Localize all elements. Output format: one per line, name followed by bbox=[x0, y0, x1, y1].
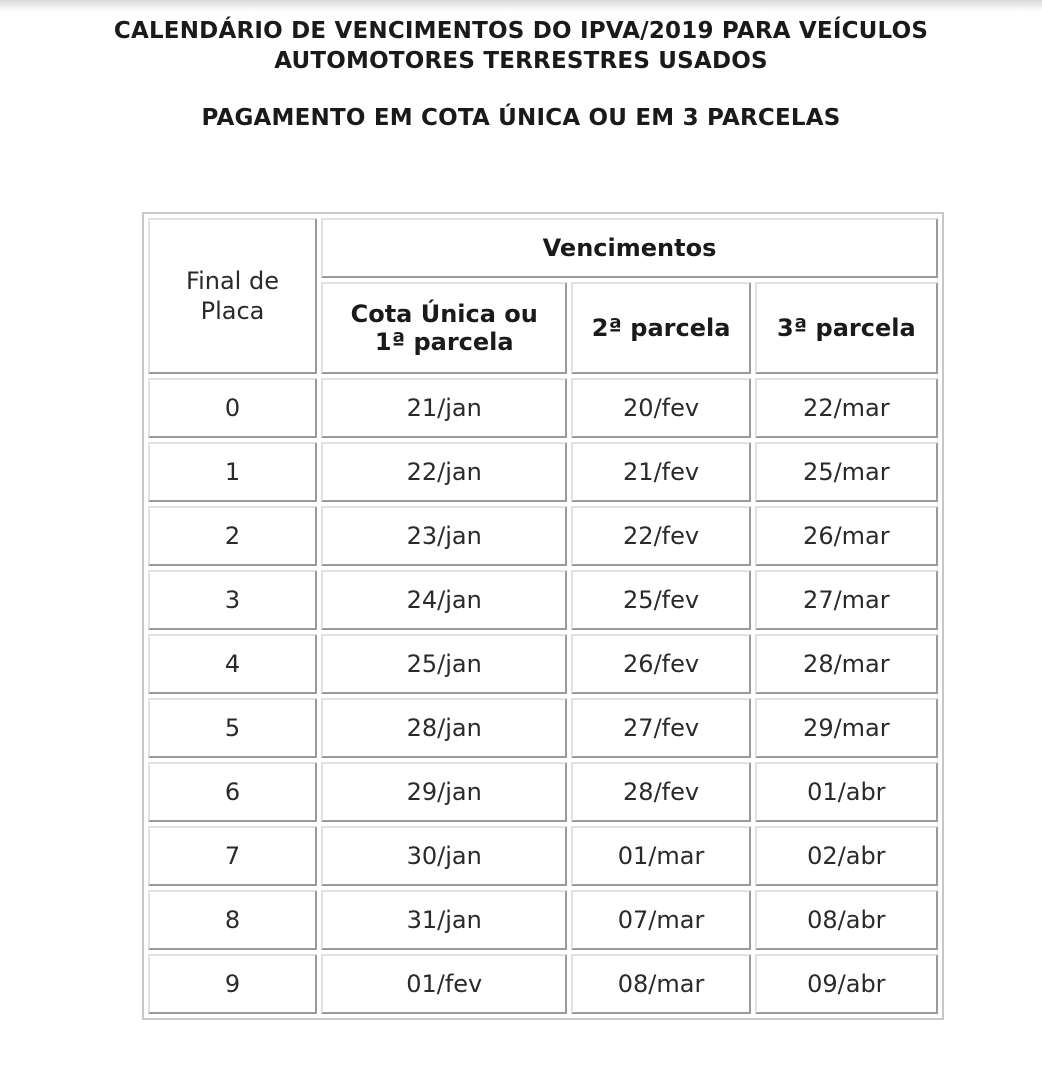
table-row bbox=[148, 890, 938, 950]
cell-cota-unica: 23/jan bbox=[321, 506, 567, 566]
cell-cota-unica: 31/jan bbox=[321, 890, 567, 950]
table-row bbox=[148, 954, 938, 1014]
table-row bbox=[148, 762, 938, 822]
cell-final: 8 bbox=[148, 890, 317, 950]
due-dates-table bbox=[142, 212, 944, 1020]
cell-2a-parcela: 01/mar bbox=[571, 826, 750, 886]
cell-3a-parcela: 01/abr bbox=[755, 762, 938, 822]
cell-2a-parcela: 07/mar bbox=[571, 890, 750, 950]
cell-final: 3 bbox=[148, 570, 317, 630]
cell-3a-parcela: 25/mar bbox=[755, 442, 938, 502]
cell-2a-parcela: 21/fev bbox=[571, 442, 750, 502]
cell-cota-unica: 21/jan bbox=[321, 378, 567, 438]
cell-2a-parcela: 20/fev bbox=[571, 378, 750, 438]
cell-3a-parcela: 29/mar bbox=[755, 698, 938, 758]
cell-3a-parcela: 02/abr bbox=[755, 826, 938, 886]
cell-2a-parcela: 22/fev bbox=[571, 506, 750, 566]
header-final-de-placa-line-1: Final de bbox=[186, 267, 279, 295]
header-vencimentos: Vencimentos bbox=[321, 218, 938, 278]
cell-3a-parcela: 27/mar bbox=[755, 570, 938, 630]
cell-3a-parcela: 26/mar bbox=[755, 506, 938, 566]
cell-cota-unica: 30/jan bbox=[321, 826, 567, 886]
cell-final: 9 bbox=[148, 954, 317, 1014]
cell-2a-parcela: 27/fev bbox=[571, 698, 750, 758]
cell-final: 2 bbox=[148, 506, 317, 566]
header-final-de-placa-line-2: Placa bbox=[200, 297, 265, 325]
cell-cota-unica: 22/jan bbox=[321, 442, 567, 502]
cell-3a-parcela: 09/abr bbox=[755, 954, 938, 1014]
cell-3a-parcela: 28/mar bbox=[755, 634, 938, 694]
table-row bbox=[148, 698, 938, 758]
cell-3a-parcela: 22/mar bbox=[755, 378, 938, 438]
cell-cota-unica: 24/jan bbox=[321, 570, 567, 630]
header-cota-unica bbox=[321, 282, 567, 374]
cell-2a-parcela: 25/fev bbox=[571, 570, 750, 630]
table-row bbox=[148, 378, 938, 438]
cell-final: 7 bbox=[148, 826, 317, 886]
top-shadow bbox=[0, 0, 1042, 12]
table-row bbox=[148, 442, 938, 502]
cell-2a-parcela: 26/fev bbox=[571, 634, 750, 694]
header-cota-unica-line-1: Cota Única ou bbox=[350, 300, 538, 328]
cell-2a-parcela: 28/fev bbox=[571, 762, 750, 822]
cell-cota-unica: 28/jan bbox=[321, 698, 567, 758]
cell-cota-unica: 01/fev bbox=[321, 954, 567, 1014]
table-row bbox=[148, 570, 938, 630]
cell-final: 6 bbox=[148, 762, 317, 822]
table-row bbox=[148, 634, 938, 694]
table-row bbox=[148, 506, 938, 566]
table-row bbox=[148, 826, 938, 886]
header-3a-parcela: 3ª parcela bbox=[755, 282, 938, 374]
header-final-de-placa bbox=[148, 218, 317, 374]
page-title-line-2: AUTOMOTORES TERRESTRES USADOS bbox=[274, 48, 768, 74]
cell-final: 0 bbox=[148, 378, 317, 438]
header-cota-unica-line-2: 1ª parcela bbox=[374, 328, 514, 356]
cell-3a-parcela: 08/abr bbox=[755, 890, 938, 950]
cell-final: 1 bbox=[148, 442, 317, 502]
cell-cota-unica: 29/jan bbox=[321, 762, 567, 822]
cell-2a-parcela: 08/mar bbox=[571, 954, 750, 1014]
cell-cota-unica: 25/jan bbox=[321, 634, 567, 694]
cell-final: 5 bbox=[148, 698, 317, 758]
page-title-line-1: CALENDÁRIO DE VENCIMENTOS DO IPVA/2019 PARA VEÍCULOS bbox=[113, 18, 929, 44]
header-2a-parcela: 2ª parcela bbox=[571, 282, 750, 374]
page-subtitle: PAGAMENTO EM COTA ÚNICA OU EM 3 PARCELAS bbox=[201, 105, 841, 131]
cell-final: 4 bbox=[148, 634, 317, 694]
